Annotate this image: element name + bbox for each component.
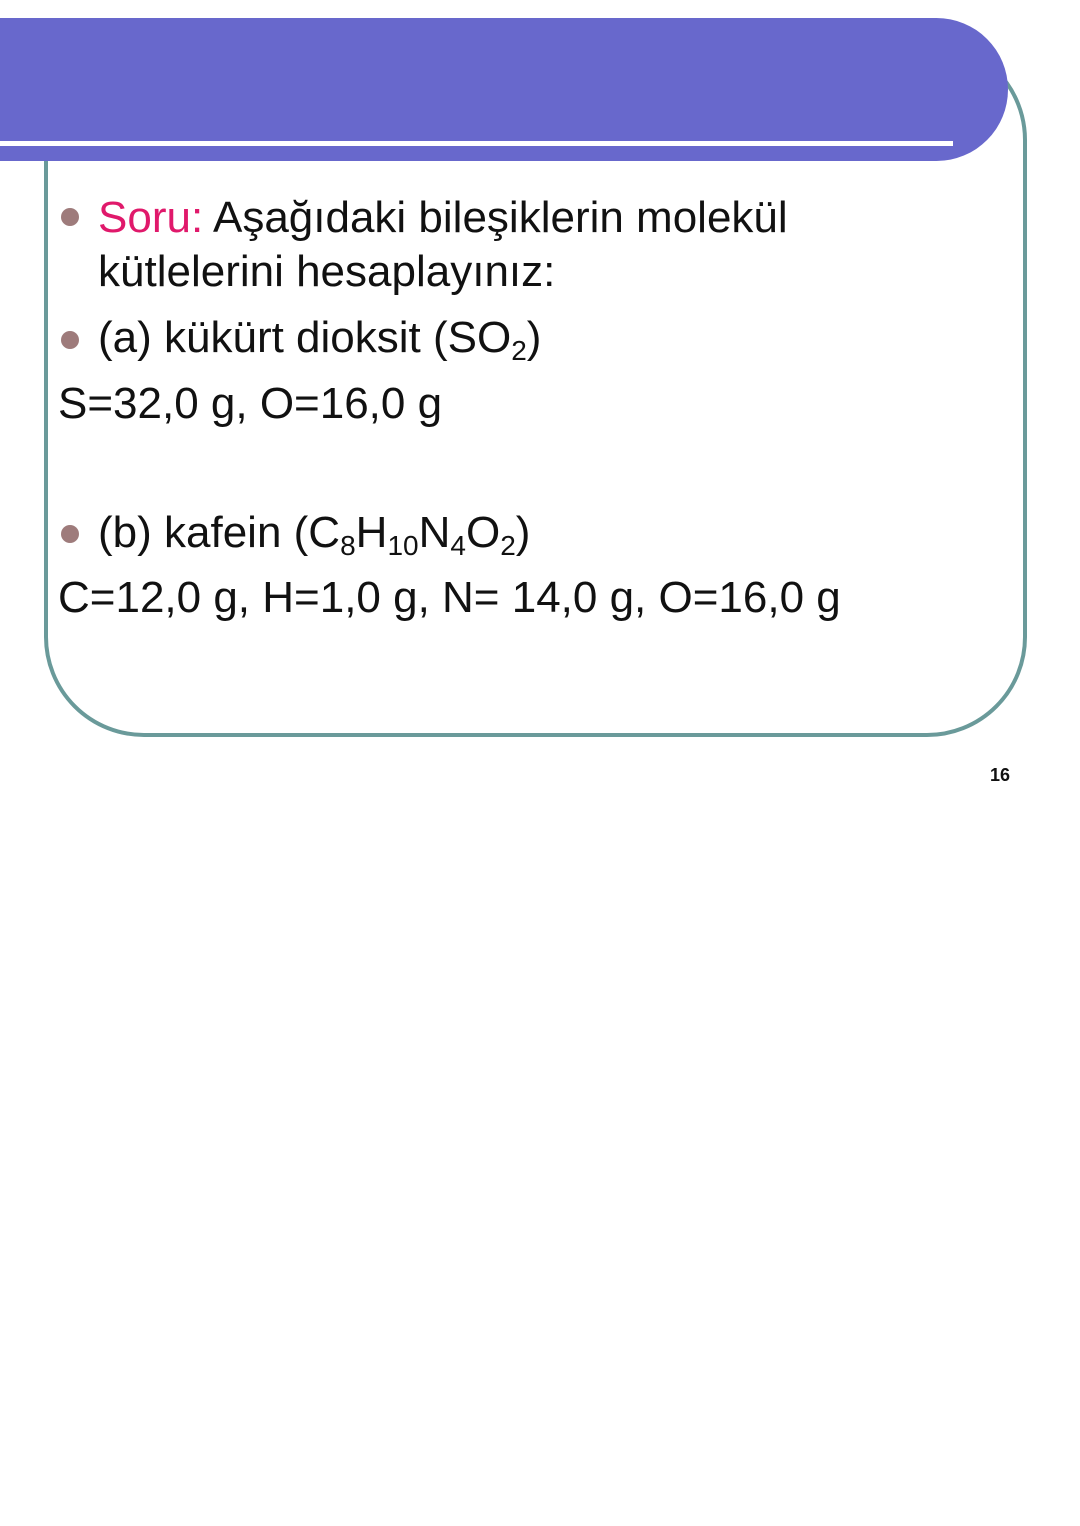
part-b-formula: (b) kafein $(C_8H_{10}N_4O_2)$ bbox=[98, 508, 531, 561]
part-a-formula: (a) kükürt dioksit $(SO_2)$ bbox=[98, 313, 542, 366]
page-number: 16 bbox=[990, 765, 1011, 785]
bullet-dot bbox=[61, 525, 79, 543]
question-line-2: kütlelerini hesaplayınız: bbox=[98, 247, 556, 296]
part-b-masses: C=12,0 g, H=1,0 g, N= 14,0 g, O=16,0 g bbox=[58, 573, 841, 622]
title-divider bbox=[0, 141, 953, 146]
title-bar bbox=[0, 18, 1008, 161]
question-line-1 bbox=[98, 192, 788, 244]
bullet-dot bbox=[61, 331, 79, 349]
part-a-masses: S=32,0 g, O=16,0 g bbox=[58, 379, 443, 428]
bullet-dot bbox=[61, 208, 79, 226]
question-label: Soru: bbox=[98, 193, 204, 242]
question-text: Aşağıdaki bileşiklerin molekül bbox=[203, 193, 788, 242]
